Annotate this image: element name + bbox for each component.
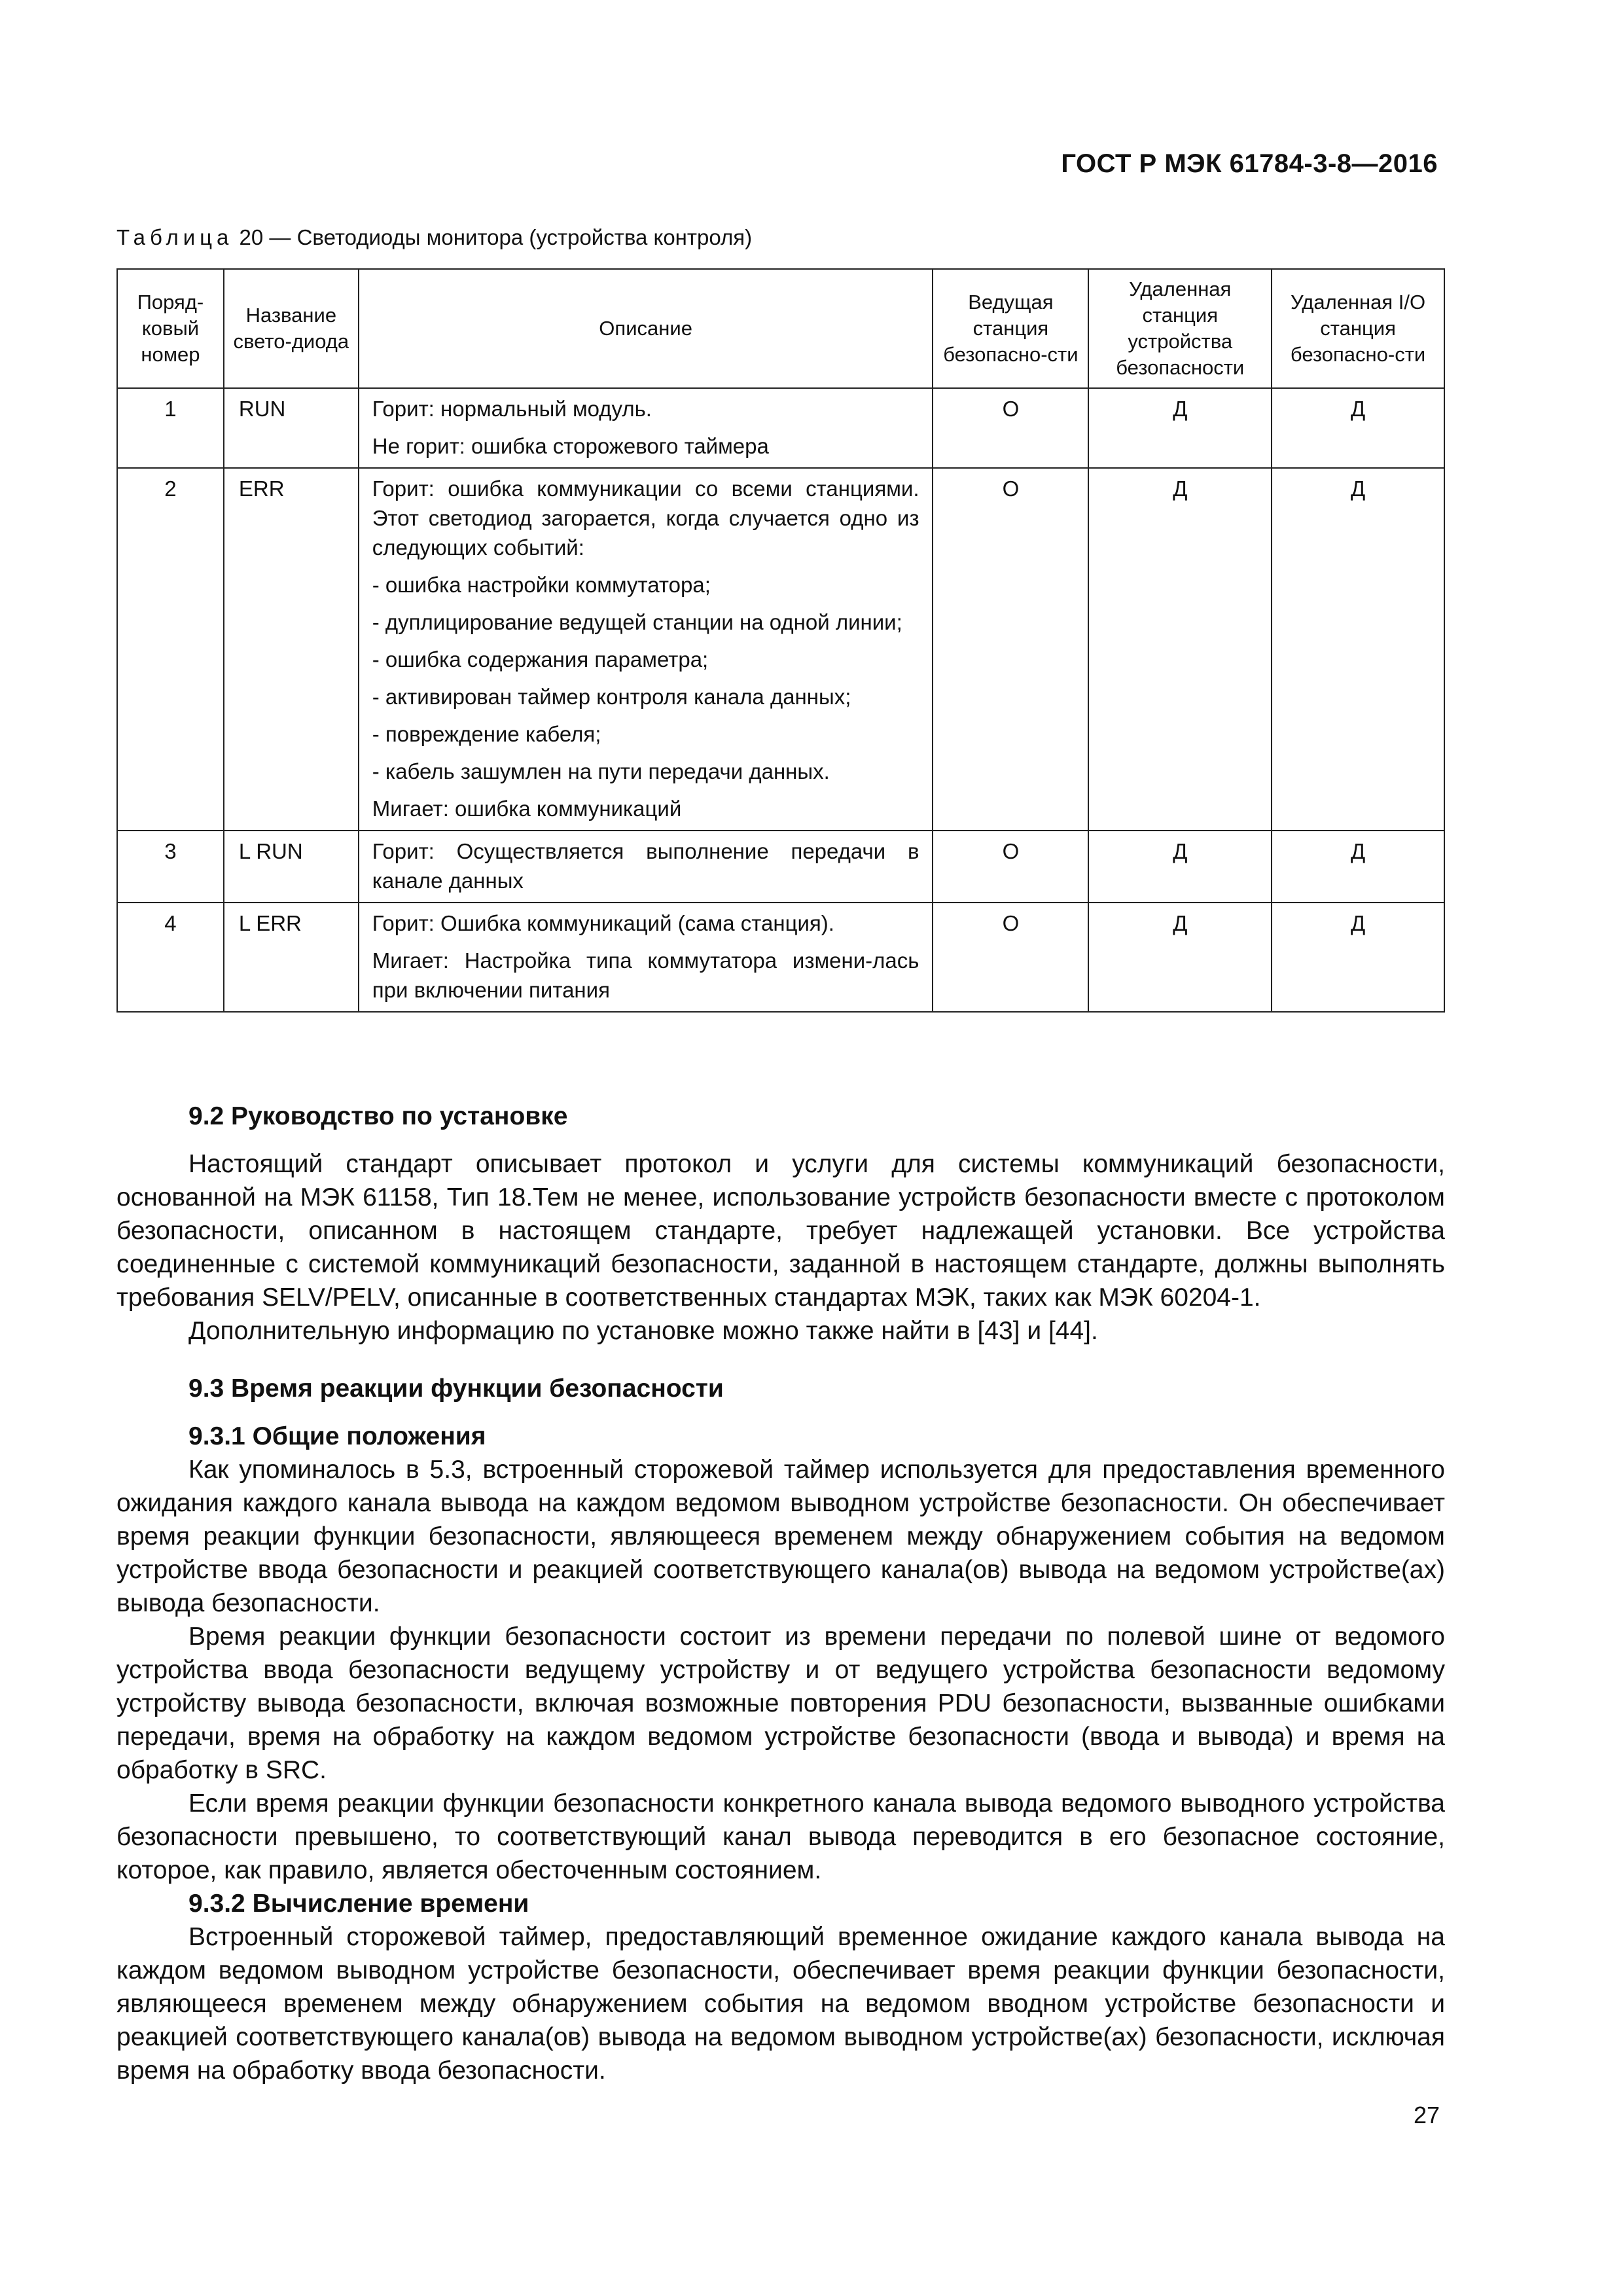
cell-remote-io-station: Д	[1272, 468, 1444, 831]
table-caption-text: 20 — Светодиоды монитора (устройства контроля)	[233, 225, 753, 249]
col-header-master-station: Ведущая станция безопасно-сти	[933, 269, 1088, 388]
table-header-row	[117, 269, 1444, 388]
cell-number: 2	[117, 468, 224, 831]
cell-number: 1	[117, 388, 224, 468]
paragraph: Дополнительную информацию по установке можно также найти в [43] и [44].	[188, 1317, 1098, 1345]
description-list-item: - дуплицирование ведущей станции на одной линии;	[372, 610, 902, 634]
description-line: Горит: нормальный модуль.	[372, 397, 652, 421]
section-title: 9.3 Время реакции функции безопасности	[188, 1374, 724, 1403]
cell-master-station: О	[933, 388, 1088, 468]
cell-number: 4	[117, 903, 224, 1012]
paragraph: Как упоминалось в 5.3, встроенный сторожевой таймер используется для предоставления временного ожидания каждого канала вывода на каждом ведомом выводном устройстве безопасности. Он обеспечивает время реакции функции безопасности, являющееся временем между обнаружением события на ведомом устройстве ввода безопасности и реакцией соответствующего канала(ов) вывода на ведомом устройстве(ах) вывода безопасности.	[116, 1456, 1445, 1617]
cell-remote-device-station: Д	[1088, 831, 1272, 903]
table-caption-prefix: Таблица	[116, 225, 234, 249]
description-list-item: - повреждение кабеля;	[372, 722, 601, 746]
description-line: Мигает: ошибка коммуникаций	[372, 797, 682, 821]
table-caption	[116, 225, 752, 250]
cell-led-name: RUN	[224, 388, 359, 468]
col-header-number: Поряд-ковый номер	[117, 269, 224, 388]
description-line: Не горит: ошибка сторожевого таймера	[372, 434, 769, 458]
cell-master-station: О	[933, 831, 1088, 903]
subsection-title: 9.3.2 Вычисление времени	[188, 1890, 529, 1918]
cell-master-station: О	[933, 903, 1088, 1012]
col-header-remote-device-station: Удаленная станция устройства безопасности	[1088, 269, 1272, 388]
cell-remote-io-station: Д	[1272, 903, 1444, 1012]
table-row	[117, 388, 1444, 468]
col-header-led-name: Название свето-диода	[224, 269, 359, 388]
cell-remote-device-station: Д	[1088, 468, 1272, 831]
paragraph: Настоящий стандарт описывает протокол и услуги для системы коммуникаций безопасности, основанной на МЭК 61158, Тип 18.Тем не менее, использование устройств безопасности вместе с протоколом безопасности, описанном в настоящем стандарте, требует надлежащей установки. Все устройства соединенные с системой коммуникаций безопасности, заданной в настоящем стандарте, должны выполнять требования SELV/PELV, описанные в соответственных стандартах МЭК, таких как МЭК 60204-1.	[116, 1150, 1445, 1312]
subsection-title: 9.3.1 Общие положения	[188, 1422, 486, 1450]
table-row	[117, 903, 1444, 1012]
description-line: Горит: Осуществляется выполнение передачи в канале данных	[372, 839, 919, 893]
cell-description	[359, 388, 933, 468]
cell-remote-device-station: Д	[1088, 903, 1272, 1012]
cell-description	[359, 468, 933, 831]
description-list-item: - кабель зашумлен на пути передачи данных.	[372, 759, 830, 783]
section-title: 9.2 Руководство по установке	[188, 1102, 568, 1130]
cell-remote-device-station: Д	[1088, 388, 1272, 468]
col-header-description: Описание	[359, 269, 933, 388]
cell-led-name: L ERR	[224, 903, 359, 1012]
description-list-item: - ошибка содержания параметра;	[372, 647, 709, 672]
col-header-remote-io-station: Удаленная I/O станция безопасно-сти	[1272, 269, 1444, 388]
paragraph: Встроенный сторожевой таймер, предоставляющий временное ожидание каждого канала вывода на каждом ведомом выводном устройстве безопасности, обеспечивает время реакции функции безопасности, являющееся временем между обнаружением события на ведомом вводном устройстве безопасности и реакцией соответствующего канала(ов) вывода на ведомом выводном устройстве(ах) безопасности, исключая время на обработку ввода безопасности.	[116, 1923, 1445, 2085]
description-line: Горит: ошибка коммуникации со всеми станциями. Этот светодиод загорается, когда случается одно из следующих событий:	[372, 476, 919, 560]
document-standard-id: ГОСТ Р МЭК 61784-3-8—2016	[1061, 149, 1438, 178]
table-row	[117, 468, 1444, 831]
description-list-item: - активирован таймер контроля канала данных;	[372, 685, 851, 709]
paragraph: Если время реакции функции безопасности конкретного канала вывода ведомого выводного устройства безопасности превышено, то соответствующий канал вывода переводится в его безопасное состояние, которое, как правило, является обесточенным состоянием.	[116, 1789, 1445, 1884]
description-list-item: - ошибка настройки коммутатора;	[372, 573, 711, 597]
page-number: 27	[1413, 2102, 1440, 2128]
table-row	[117, 831, 1444, 903]
cell-led-name: L RUN	[224, 831, 359, 903]
cell-master-station: О	[933, 468, 1088, 831]
section-9-3	[116, 1372, 1445, 2087]
cell-led-name: ERR	[224, 468, 359, 831]
cell-remote-io-station: Д	[1272, 388, 1444, 468]
section-9-2	[116, 1100, 1445, 1348]
led-table	[116, 268, 1445, 1013]
paragraph: Время реакции функции безопасности состоит из времени передачи по полевой шине от ведомого устройства ввода безопасности ведущему устройству и от ведущего устройства безопасности ведомому устройству вывода безопасности, включая возможные повторения PDU безопасности, вызванные ошибками передачи, время на обработку на каждом ведомом устройстве безопасности (ввода и вывода) и время на обработку в SRC.	[116, 1623, 1445, 1784]
description-line: Мигает: Настройка типа коммутатора измени-лась при включении питания	[372, 948, 919, 1002]
description-line: Горит: Ошибка коммуникаций (сама станция).	[372, 911, 834, 935]
cell-number: 3	[117, 831, 224, 903]
cell-description	[359, 903, 933, 1012]
cell-description	[359, 831, 933, 903]
cell-remote-io-station: Д	[1272, 831, 1444, 903]
